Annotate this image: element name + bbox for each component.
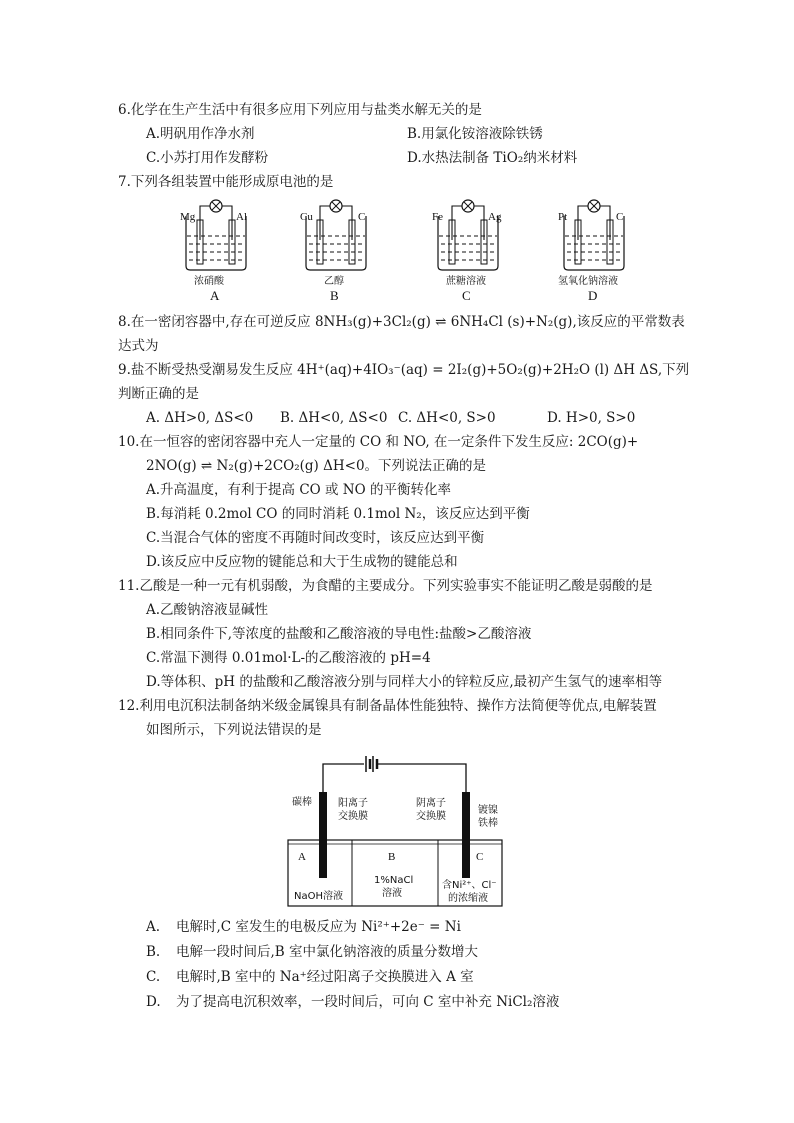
cell-a-letter: A — [210, 288, 220, 303]
q12-option-c-letter: C. — [146, 969, 161, 985]
cell-c — [432, 200, 502, 303]
q7-stem: 7.下列各组装置中能形成原电池的是 — [118, 174, 334, 190]
q12-option-c: 电解时,B 室中的 Na⁺经过阳离子交换膜进入 A 室 — [176, 969, 474, 985]
q10-line1: 10.在一恒容的密闭容器中充人一定量的 CO 和 NO, 在一定条件下发生反应: 2CO(g)+ — [118, 434, 639, 450]
right-electrode-label-line2: 铁棒 — [478, 818, 498, 829]
q11-option-b: B.相同条件下,等浓度的盐酸和乙酸溶液的导电性:盐酸>乙酸溶液 — [146, 626, 532, 642]
q8-line2: 达式为 — [118, 338, 159, 354]
cell-d-solution: 氢氧化钠溶液 — [558, 276, 618, 287]
room-a-solution: NaOH溶液 — [294, 891, 343, 902]
membrane2-label-line2: 交换膜 — [416, 811, 446, 822]
room-b-label: B — [388, 851, 396, 863]
galvanic-cell-figures — [170, 198, 640, 308]
room-b-solution-line1: 1%NaCl — [374, 875, 414, 886]
cell-c-letter: C — [462, 288, 471, 303]
room-b-solution-line2: 溶液 — [382, 888, 402, 899]
q12-option-d-letter: D. — [146, 994, 161, 1010]
cell-d-left-electrode: Pt — [558, 211, 568, 223]
room-c-solution-line1: 含Ni²⁺、Cl⁻ — [442, 880, 497, 891]
q12-option-a-letter: A. — [146, 919, 161, 935]
room-c-label: C — [476, 851, 484, 863]
cell-b — [300, 200, 366, 303]
cell-d-letter: D — [588, 288, 598, 303]
q10-option-d: D.该反应中反应物的键能总和大于生成物的键能总和 — [146, 554, 458, 570]
cell-b-right-electrode: C — [358, 211, 366, 223]
membrane1-label-line1: 阳离子 — [338, 798, 368, 809]
q6-stem: 6.化学在生产生活中有很多应用下列应用与盐类水解无关的是 — [118, 102, 482, 118]
cell-a-right-electrode: Al — [236, 211, 247, 223]
q12-option-a: 电解时,C 室发生的电极反应为 Ni²⁺+2e⁻ = Ni — [176, 919, 461, 935]
cell-b-letter: B — [330, 288, 339, 303]
q8-line1: 8.在一密闭容器中,存在可逆反应 8NH₃(g)+3Cl₂(g) ⇌ 6NH₄Cl (s)+N₂(g),该反应的平常数表 — [118, 314, 685, 330]
q9-option-b: B. ΔH<0, ΔS<0 — [280, 410, 388, 426]
cell-a — [180, 200, 247, 303]
room-a-label: A — [298, 851, 306, 863]
cell-b-left-electrode: Cu — [300, 211, 313, 223]
q6-option-d: D.水热法制备 TiO₂纳米材料 — [407, 150, 578, 166]
q11-option-c: C.常温下测得 0.01mol·L-的乙酸溶液的 pH=4 — [146, 650, 431, 666]
cell-d — [558, 200, 624, 303]
carbon-rod — [319, 792, 327, 878]
cell-c-left-electrode: Fe — [432, 211, 443, 223]
room-c-solution-line2: 的浓缩液 — [448, 893, 488, 904]
q6-option-b: B.用氯化铵溶液除铁锈 — [407, 126, 543, 142]
q12-line2: 如图所示，下列说法错误的是 — [146, 722, 322, 738]
q12-option-b-letter: B. — [146, 944, 161, 960]
cell-a-left-electrode: Mg — [180, 211, 196, 223]
electrolysis-apparatus-figure — [282, 748, 512, 908]
q10-option-a: A.升高温度，有利于提高 CO 或 NO 的平衡转化率 — [146, 482, 451, 498]
q12-option-b: 电解一段时间后,B 室中氯化钠溶液的质量分数增大 — [176, 944, 479, 960]
membrane1-label-line2: 交换膜 — [338, 811, 368, 822]
q9-option-c: C. ΔH<0, S>0 — [398, 410, 496, 426]
q10-option-c: C.当混合气体的密度不再随时间改变时，该反应达到平衡 — [146, 530, 485, 546]
cell-c-solution: 蔗糖溶液 — [446, 276, 486, 287]
membrane2-label-line1: 阴离子 — [416, 798, 446, 809]
q9-option-d: D. H>0, S>0 — [547, 410, 636, 426]
q12-line1: 12.利用电沉积法制备纳米级金属镍具有制备晶体性能独特、操作方法简便等优点,电解装置 — [118, 698, 657, 714]
cell-c-right-electrode: Ag — [488, 211, 502, 223]
cell-d-right-electrode: C — [616, 211, 624, 223]
right-electrode-label-line1: 镀镍 — [478, 805, 498, 816]
q10-line2: 2NO(g) ⇌ N₂(g)+2CO₂(g) ΔH<0。下列说法正确的是 — [146, 458, 487, 474]
cell-a-solution: 浓硝酸 — [194, 276, 224, 287]
q6-option-a: A.明矾用作净水剂 — [146, 126, 255, 142]
q12-option-d: 为了提高电沉积效率，一段时间后，可向 C 室中补充 NiCl₂溶液 — [176, 994, 560, 1010]
q9-line2: 判断正确的是 — [118, 386, 199, 402]
q9-option-a: A. ΔH>0, ΔS<0 — [146, 410, 254, 426]
left-electrode-label: 碳棒 — [292, 797, 312, 808]
q9-line1: 9.盐不断受热受潮易发生反应 4H⁺(aq)+4IO₃⁻(aq) = 2I₂(g)+5O₂(g)+2H₂O (l) ΔH ΔS,下列 — [118, 362, 690, 378]
q11-stem: 11.乙酸是一种一元有机弱酸，为食醋的主要成分。下列实验事实不能证明乙酸是弱酸的是 — [118, 578, 653, 594]
q11-option-a: A.乙酸钠溶液显碱性 — [146, 602, 269, 618]
nickel-plated-iron-rod — [462, 792, 470, 878]
q10-option-b: B.每消耗 0.2mol CO 的同时消耗 0.1mol N₂，该反应达到平衡 — [146, 506, 530, 522]
cell-b-solution: 乙醇 — [324, 276, 344, 287]
q6-option-c: C.小苏打用作发酵粉 — [146, 150, 269, 166]
q11-option-d: D.等体积、pH 的盐酸和乙酸溶液分别与同样大小的锌粒反应,最初产生氢气的速率相等 — [146, 674, 663, 690]
